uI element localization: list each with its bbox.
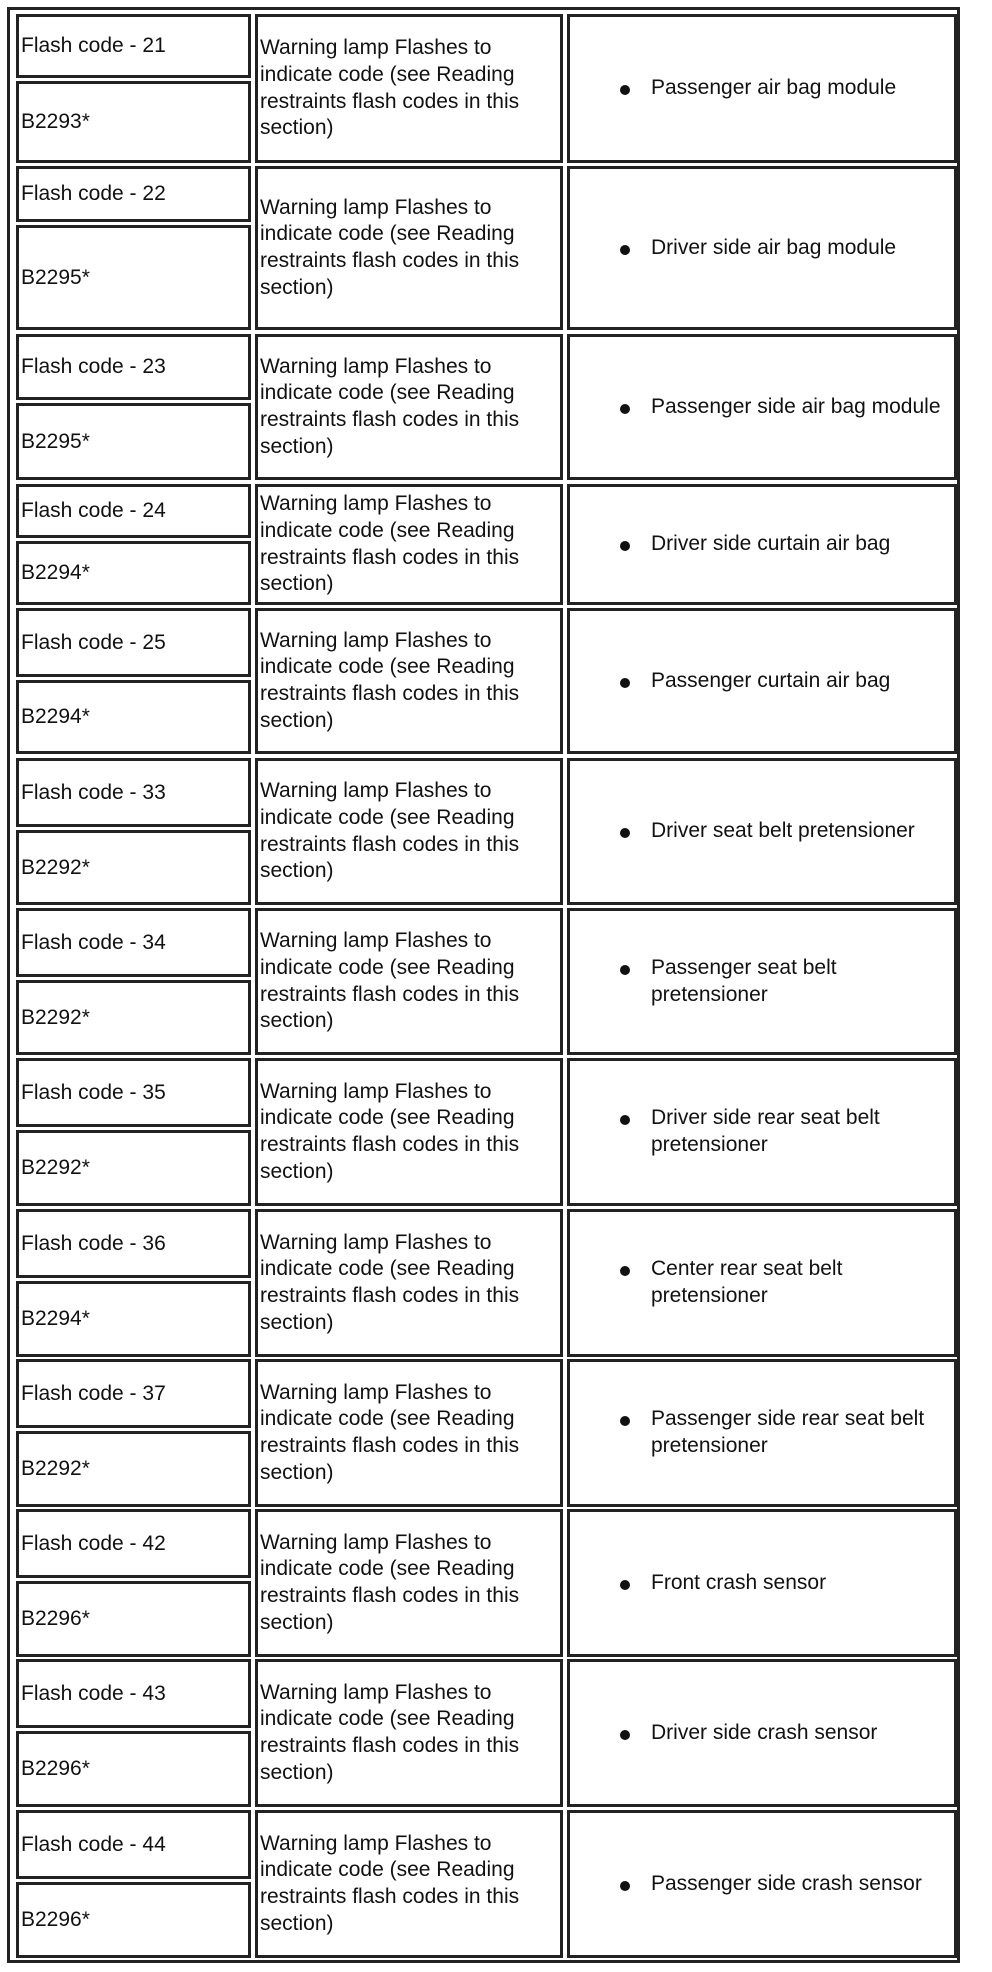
- description-cell: [255, 484, 563, 605]
- description-text: Warning lamp Flashes to indicate code (see Reading restraints flash codes in this section): [260, 1530, 520, 1634]
- bullet-icon: [620, 1416, 630, 1426]
- cause-list: [570, 394, 954, 421]
- cause-list: [570, 1720, 954, 1747]
- flash-code-cell: Flash code - 25: [16, 608, 251, 677]
- description-cell: [255, 1058, 563, 1206]
- bullet-icon: [620, 1115, 630, 1125]
- flash-code-cell: Flash code - 44: [16, 1810, 251, 1879]
- bullet-icon: [620, 678, 630, 688]
- description-text: Warning lamp Flashes to indicate code (see Reading restraints flash codes in this section): [260, 779, 520, 883]
- bullet-icon: [620, 404, 630, 414]
- bullet-icon: [620, 1881, 630, 1891]
- description-text: Warning lamp Flashes to indicate code (see Reading restraints flash codes in this section): [260, 1380, 520, 1484]
- cause-cell: [567, 908, 957, 1055]
- cause-cell: [567, 758, 957, 905]
- cause-text: Driver side crash sensor: [651, 1720, 878, 1744]
- flash-code-cell: Flash code - 42: [16, 1509, 251, 1578]
- list-item: [570, 531, 954, 558]
- dtc-cell: B2294*: [16, 1281, 251, 1357]
- dtc-cell: B2296*: [16, 1882, 251, 1958]
- description-text: Warning lamp Flashes to indicate code (see Reading restraints flash codes in this section): [260, 1680, 520, 1784]
- dtc-cell: B2294*: [16, 541, 251, 605]
- cause-list: [570, 668, 954, 695]
- flash-code-cell: Flash code - 21: [16, 14, 251, 78]
- cause-text: Passenger air bag module: [651, 76, 897, 100]
- dtc-cell: B2292*: [16, 830, 251, 905]
- cause-text: Center rear seat belt pretensioner: [651, 1257, 843, 1307]
- list-item: [570, 1871, 954, 1898]
- description-cell: [255, 166, 563, 330]
- cause-text: Passenger curtain air bag: [651, 668, 891, 692]
- table-row: [14, 758, 959, 905]
- bullet-icon: [620, 245, 630, 255]
- flash-code-cell: Flash code - 22: [16, 166, 251, 222]
- cause-text: Driver seat belt pretensioner: [651, 819, 915, 843]
- description-text: Warning lamp Flashes to indicate code (see Reading restraints flash codes in this section): [260, 1831, 520, 1935]
- dtc-cell: B2292*: [16, 1431, 251, 1507]
- list-item: [570, 75, 954, 102]
- description-cell: [255, 14, 563, 163]
- dtc-cell: B2292*: [16, 980, 251, 1055]
- cause-cell: [567, 14, 957, 163]
- list-item: [570, 1406, 954, 1459]
- table-row: [14, 1810, 959, 1958]
- list-item: [570, 818, 954, 845]
- description-cell: [255, 1810, 563, 1958]
- cause-text: Driver side rear seat belt pretensioner: [651, 1106, 880, 1156]
- cause-list: [570, 1105, 954, 1158]
- description-cell: [255, 334, 563, 480]
- cause-cell: [567, 608, 957, 754]
- description-cell: [255, 608, 563, 754]
- cause-cell: [567, 334, 957, 480]
- dtc-cell: B2293*: [16, 81, 251, 163]
- list-item: [570, 955, 954, 1008]
- table-row: [14, 1659, 959, 1807]
- table-row: [14, 908, 959, 1055]
- cause-text: Front crash sensor: [651, 1570, 827, 1594]
- cause-cell: [567, 166, 957, 330]
- bullet-icon: [620, 1730, 630, 1740]
- cause-list: [570, 531, 954, 558]
- description-cell: [255, 908, 563, 1055]
- cause-list: [570, 1406, 954, 1459]
- description-text: Warning lamp Flashes to indicate code (see Reading restraints flash codes in this section): [260, 1230, 520, 1334]
- table-row: [14, 1359, 959, 1507]
- description-text: Warning lamp Flashes to indicate code (see Reading restraints flash codes in this section): [260, 36, 520, 140]
- dtc-cell: B2295*: [16, 403, 251, 480]
- cause-cell: [567, 484, 957, 605]
- description-cell: [255, 1509, 563, 1657]
- dtc-cell: B2294*: [16, 680, 251, 754]
- cause-cell: [567, 1359, 957, 1507]
- cause-text: Driver side air bag module: [651, 235, 897, 259]
- bullet-icon: [620, 1266, 630, 1276]
- flash-code-cell: Flash code - 35: [16, 1058, 251, 1127]
- bullet-icon: [620, 965, 630, 975]
- table-row: [14, 1058, 959, 1206]
- table-row: [14, 1209, 959, 1357]
- dtc-cell: B2296*: [16, 1581, 251, 1657]
- flash-code-cell: Flash code - 43: [16, 1659, 251, 1728]
- flash-code-cell: Flash code - 34: [16, 908, 251, 977]
- bullet-icon: [620, 828, 630, 838]
- description-text: Warning lamp Flashes to indicate code (see Reading restraints flash codes in this section): [260, 1079, 520, 1183]
- table-row: [14, 14, 959, 163]
- description-text: Warning lamp Flashes to indicate code (see Reading restraints flash codes in this section): [260, 354, 520, 458]
- cause-cell: [567, 1509, 957, 1657]
- cause-cell: [567, 1209, 957, 1357]
- description-cell: [255, 1359, 563, 1507]
- list-item: [570, 668, 954, 695]
- cause-text: Passenger seat belt pretensioner: [651, 955, 837, 1006]
- cause-text: Passenger side crash sensor: [651, 1871, 922, 1895]
- cause-list: [570, 818, 954, 845]
- dtc-cell: B2295*: [16, 225, 251, 330]
- description-text: Warning lamp Flashes to indicate code (see Reading restraints flash codes in this section): [260, 929, 520, 1033]
- cause-list: [570, 955, 954, 1008]
- table-row: [14, 334, 959, 480]
- cause-list: [570, 1256, 954, 1309]
- flash-code-cell: Flash code - 33: [16, 758, 251, 827]
- list-item: [570, 1105, 954, 1158]
- cause-list: [570, 75, 954, 102]
- bullet-icon: [620, 85, 630, 95]
- list-item: [570, 1256, 954, 1309]
- flash-code-cell: Flash code - 23: [16, 334, 251, 400]
- description-text: Warning lamp Flashes to indicate code (see Reading restraints flash codes in this section): [260, 492, 520, 596]
- cause-list: [570, 235, 954, 262]
- cause-list: [570, 1871, 954, 1898]
- cause-cell: [567, 1659, 957, 1807]
- cause-cell: [567, 1810, 957, 1958]
- bullet-icon: [620, 541, 630, 551]
- cause-text: Driver side curtain air bag: [651, 532, 891, 556]
- list-item: [570, 1570, 954, 1597]
- table-row: [14, 1509, 959, 1657]
- description-cell: [255, 1659, 563, 1807]
- description-cell: [255, 1209, 563, 1357]
- dtc-cell: B2292*: [16, 1130, 251, 1206]
- description-cell: [255, 758, 563, 905]
- table-row: [14, 484, 959, 605]
- cause-cell: [567, 1058, 957, 1206]
- cause-text: Passenger side rear seat belt pretensioner: [651, 1407, 925, 1457]
- description-text: Warning lamp Flashes to indicate code (see Reading restraints flash codes in this section): [260, 628, 520, 732]
- list-item: [570, 235, 954, 262]
- list-item: [570, 394, 954, 421]
- dtc-cell: B2296*: [16, 1731, 251, 1807]
- bullet-icon: [620, 1580, 630, 1590]
- flash-code-cell: Flash code - 36: [16, 1209, 251, 1278]
- table-row: [14, 166, 959, 330]
- flash-code-cell: Flash code - 37: [16, 1359, 251, 1428]
- cause-text: Passenger side air bag module: [651, 394, 941, 418]
- list-item: [570, 1720, 954, 1747]
- flash-code-cell: Flash code - 24: [16, 484, 251, 538]
- table-row: [14, 608, 959, 754]
- description-text: Warning lamp Flashes to indicate code (see Reading restraints flash codes in this section): [260, 195, 520, 299]
- cause-list: [570, 1570, 954, 1597]
